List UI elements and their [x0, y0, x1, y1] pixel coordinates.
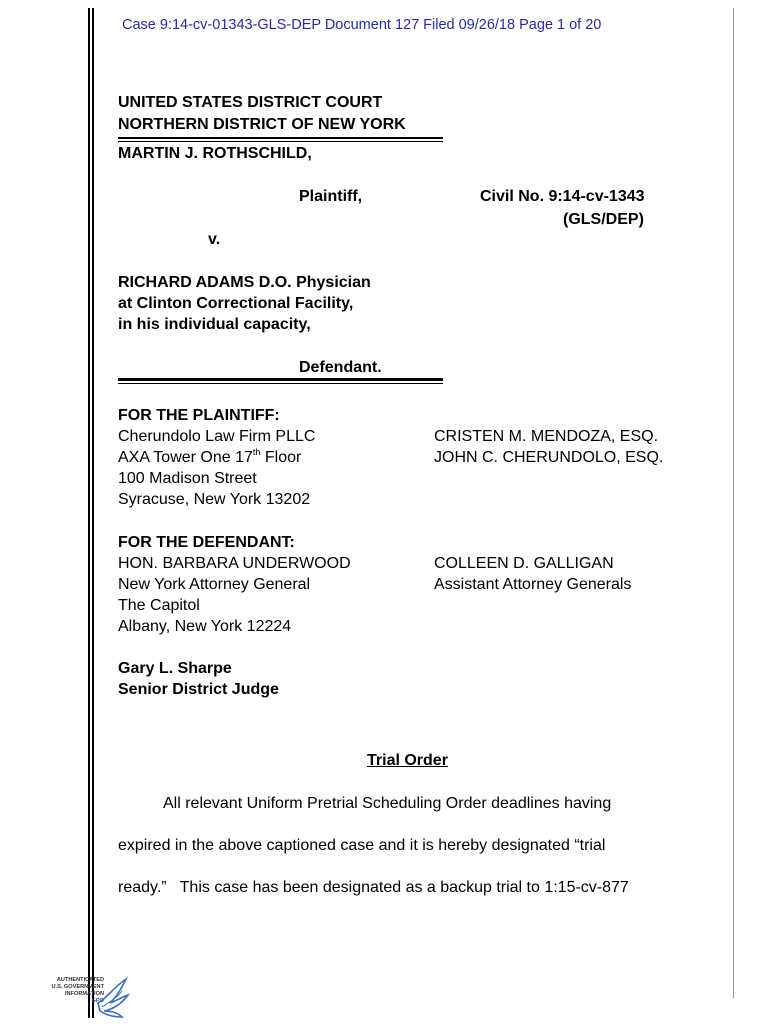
plaintiff-firm: Cherundolo Law Firm PLLC — [118, 428, 316, 445]
case-header: Case 9:14-cv-01343-GLS-DEP Document 127 Filed 09/26/18 Page 1 of 20 — [122, 17, 602, 33]
judge-title: Senior District Judge — [118, 681, 279, 698]
plaintiff-address-1 — [118, 449, 301, 467]
plaintiff-role: Plaintiff, — [299, 188, 363, 205]
gpo-seal-line-4: GPO — [91, 998, 104, 1004]
defendant-attorney-1: COLLEEN D. GALLIGAN — [434, 555, 614, 572]
defendant-address-2: Albany, New York 12224 — [118, 618, 292, 635]
defendant-office-1: HON. BARBARA UNDERWOOD — [118, 555, 351, 572]
gpo-authentication-seal — [40, 973, 130, 1019]
gpo-seal-line-2: U.S. GOVERNMENT — [51, 984, 104, 990]
versus: v. — [208, 231, 221, 248]
caption-rule-bottom-1 — [118, 378, 443, 381]
defendant-address-1: The Capitol — [118, 597, 200, 614]
gpo-seal-line-1: AUTHENTICATED — [56, 977, 104, 983]
plaintiff-address-2: 100 Madison Street — [118, 470, 257, 487]
plaintiff-address-3: Syracuse, New York 13202 — [118, 491, 311, 508]
defendant-attorney-2: Assistant Attorney Generals — [434, 576, 632, 593]
order-body-line-1: All relevant Uniform Pretrial Scheduling Order deadlines having — [163, 795, 612, 812]
order-body-line-3: ready.” This case has been designated as a backup trial to 1:15-cv-877 — [118, 879, 629, 896]
defendant-name: RICHARD ADAMS D.O. Physician — [118, 274, 371, 291]
left-margin-rule-inner — [92, 8, 94, 1018]
court-district: NORTHERN DISTRICT OF NEW YORK — [118, 116, 406, 133]
defendant-role: Defendant. — [299, 359, 382, 376]
defendant-facility: at Clinton Correctional Facility, — [118, 295, 354, 312]
plaintiff-attorney-1: CRISTEN M. MENDOZA, ESQ. — [434, 428, 659, 445]
judge-name: Gary L. Sharpe — [118, 660, 232, 677]
defendant-counsel-heading: FOR THE DEFENDANT: — [118, 534, 295, 551]
caption-rule-bottom-2 — [118, 383, 443, 384]
left-margin-rule — [88, 8, 90, 1018]
gpo-eagle-icon — [92, 973, 132, 1019]
plaintiff-counsel-heading: FOR THE PLAINTIFF: — [118, 407, 280, 424]
civil-number-judges: (GLS/DEP) — [563, 211, 644, 228]
right-margin-rule — [733, 8, 734, 998]
defendant-capacity: in his individual capacity, — [118, 316, 311, 333]
order-body-line-2: expired in the above captioned case and it is hereby designated “trial — [118, 837, 606, 854]
order-title: Trial Order — [367, 752, 448, 769]
plaintiff-address-1-tail: Floor — [260, 449, 302, 466]
plaintiff-name: MARTIN J. ROTHSCHILD, — [118, 145, 312, 162]
court-name: UNITED STATES DISTRICT COURT — [118, 94, 383, 111]
civil-number: Civil No. 9:14-cv-1343 — [480, 188, 645, 205]
caption-rule-top-1 — [118, 137, 443, 139]
gpo-seal-line-3: INFORMATION — [64, 991, 104, 997]
caption-rule-top-2 — [118, 141, 443, 142]
defendant-office-2: New York Attorney General — [118, 576, 311, 593]
plaintiff-attorney-2: JOHN C. CHERUNDOLO, ESQ. — [434, 449, 664, 466]
plaintiff-address-1-sup: th — [252, 447, 261, 457]
plaintiff-address-1-main: AXA Tower One 17 — [118, 449, 253, 466]
